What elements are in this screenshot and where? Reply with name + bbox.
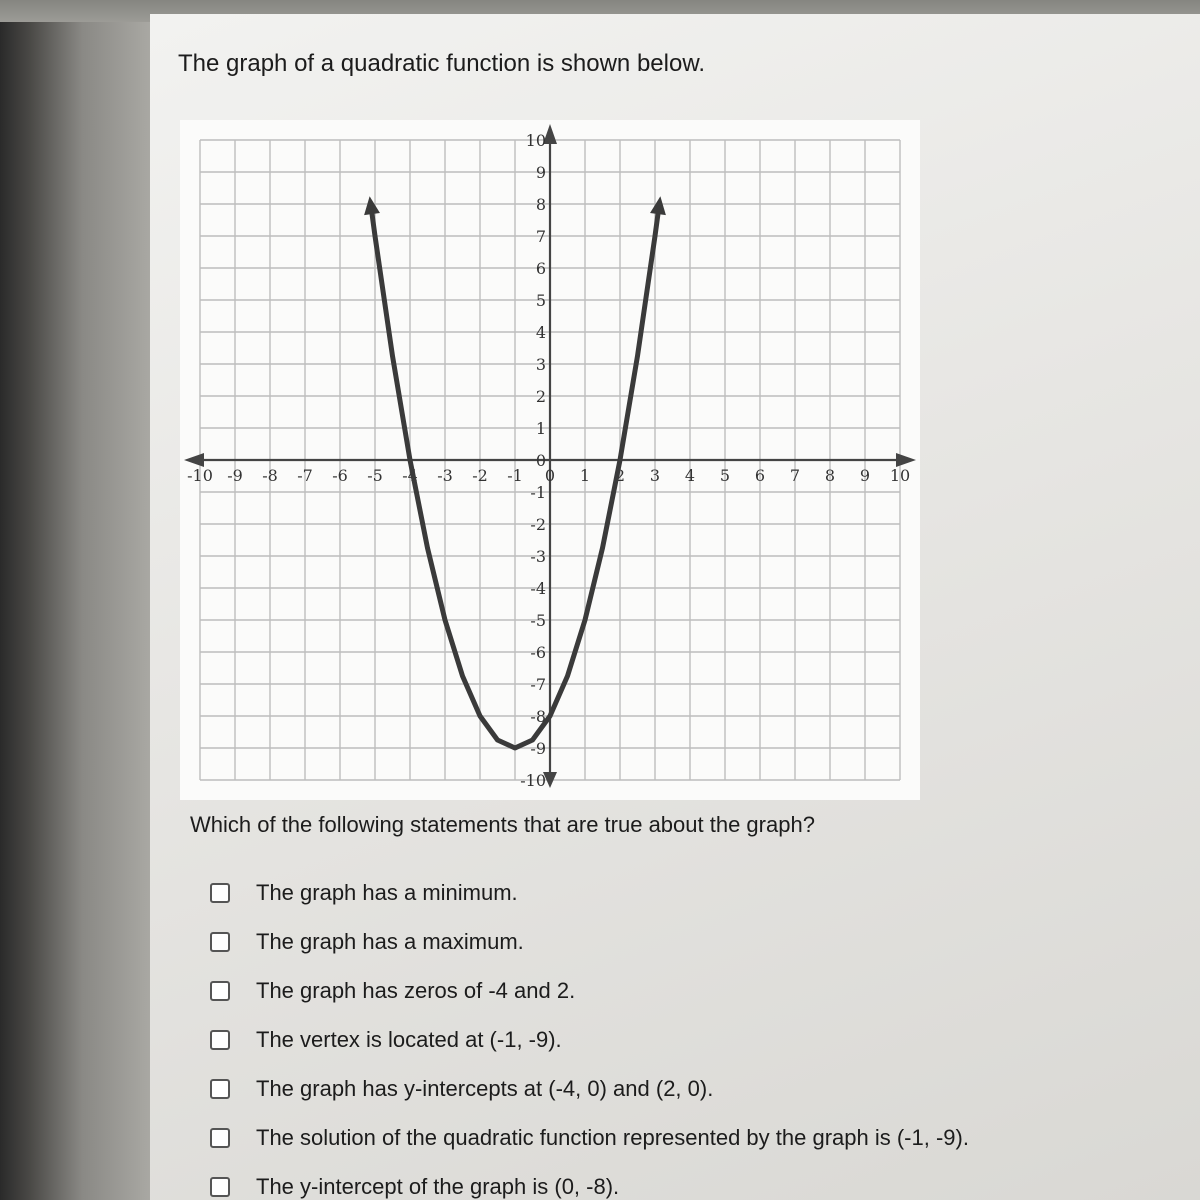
- prompt-text: Which of the following statements that are true about the graph?: [190, 812, 815, 837]
- y-tick-label: -3: [530, 547, 546, 566]
- x-tick-label: 8: [824, 466, 836, 485]
- x-tick-label: -8: [262, 466, 278, 485]
- y-tick-label: -2: [530, 515, 546, 534]
- x-tick-label: 5: [719, 466, 731, 485]
- y-tick-label: -7: [530, 675, 546, 694]
- monitor-bezel-left: [0, 0, 150, 1200]
- y-tick-label: -1: [530, 483, 546, 502]
- y-tick-label: -5: [530, 611, 546, 630]
- y-tick-label: 6: [535, 259, 546, 278]
- x-tick-label: -5: [367, 466, 383, 485]
- x-tick-label: -9: [227, 466, 243, 485]
- quadratic-graph: [180, 120, 920, 800]
- answer-options: [210, 868, 969, 1200]
- option-row[interactable]: [210, 1064, 969, 1113]
- option-row[interactable]: [210, 1162, 969, 1200]
- y-tick-label: 4: [535, 323, 546, 342]
- x-tick-label: 0: [544, 466, 556, 485]
- option-label: The graph has y-intercepts at (-4, 0) and (2, 0).: [256, 1075, 714, 1101]
- y-tick-label: 1: [535, 419, 546, 438]
- option-label: The solution of the quadratic function represented by the graph is (-1, -9).: [256, 1124, 969, 1150]
- x-tick-label: -4: [402, 466, 418, 485]
- x-tick-label: -10: [187, 466, 213, 485]
- option-label: The graph has a maximum.: [256, 928, 524, 954]
- y-tick-label: -9: [530, 739, 546, 758]
- option-row[interactable]: [210, 868, 969, 917]
- y-tick-label: 10: [525, 131, 546, 150]
- y-tick-label: -10: [520, 771, 546, 790]
- x-tick-label: -3: [437, 466, 453, 485]
- checkbox[interactable]: [210, 1177, 230, 1197]
- x-tick-label: -6: [332, 466, 348, 485]
- option-row[interactable]: [210, 1015, 969, 1064]
- option-label: The graph has a minimum.: [256, 879, 518, 905]
- y-tick-label: 0: [535, 451, 546, 470]
- option-label: The vertex is located at (-1, -9).: [256, 1026, 562, 1052]
- option-row[interactable]: [210, 966, 969, 1015]
- y-tick-label: 3: [535, 355, 546, 374]
- option-label: The y-intercept of the graph is (0, -8).: [256, 1173, 620, 1199]
- option-label: The graph has zeros of -4 and 2.: [256, 977, 576, 1003]
- x-tick-label: 9: [859, 466, 871, 485]
- y-tick-label: -8: [530, 707, 546, 726]
- y-tick-label: -4: [530, 579, 546, 598]
- x-tick-label: -7: [297, 466, 313, 485]
- y-tick-label: 7: [535, 227, 546, 246]
- y-tick-label: 2: [535, 387, 546, 406]
- checkbox[interactable]: [210, 981, 230, 1001]
- checkbox[interactable]: [210, 1128, 230, 1148]
- x-tick-label: 2: [614, 466, 626, 485]
- y-tick-label: -6: [530, 643, 546, 662]
- x-tick-label: -2: [472, 466, 488, 485]
- option-row[interactable]: [210, 917, 969, 966]
- checkbox[interactable]: [210, 1030, 230, 1050]
- y-tick-label: 5: [535, 291, 546, 310]
- checkbox[interactable]: [210, 883, 230, 903]
- y-tick-label: 9: [535, 163, 546, 182]
- x-tick-label: 6: [754, 466, 766, 485]
- x-tick-label: 4: [684, 466, 696, 485]
- x-tick-label: 3: [649, 466, 661, 485]
- option-row[interactable]: [210, 1113, 969, 1162]
- checkbox[interactable]: [210, 1079, 230, 1099]
- x-tick-label: 7: [789, 466, 801, 485]
- question-text: The graph of a quadratic function is shown below.: [178, 50, 705, 77]
- y-tick-label: 8: [535, 195, 546, 214]
- checkbox[interactable]: [210, 932, 230, 952]
- x-tick-label: 1: [579, 466, 591, 485]
- x-tick-label: -1: [507, 466, 523, 485]
- x-tick-label: 10: [889, 466, 911, 485]
